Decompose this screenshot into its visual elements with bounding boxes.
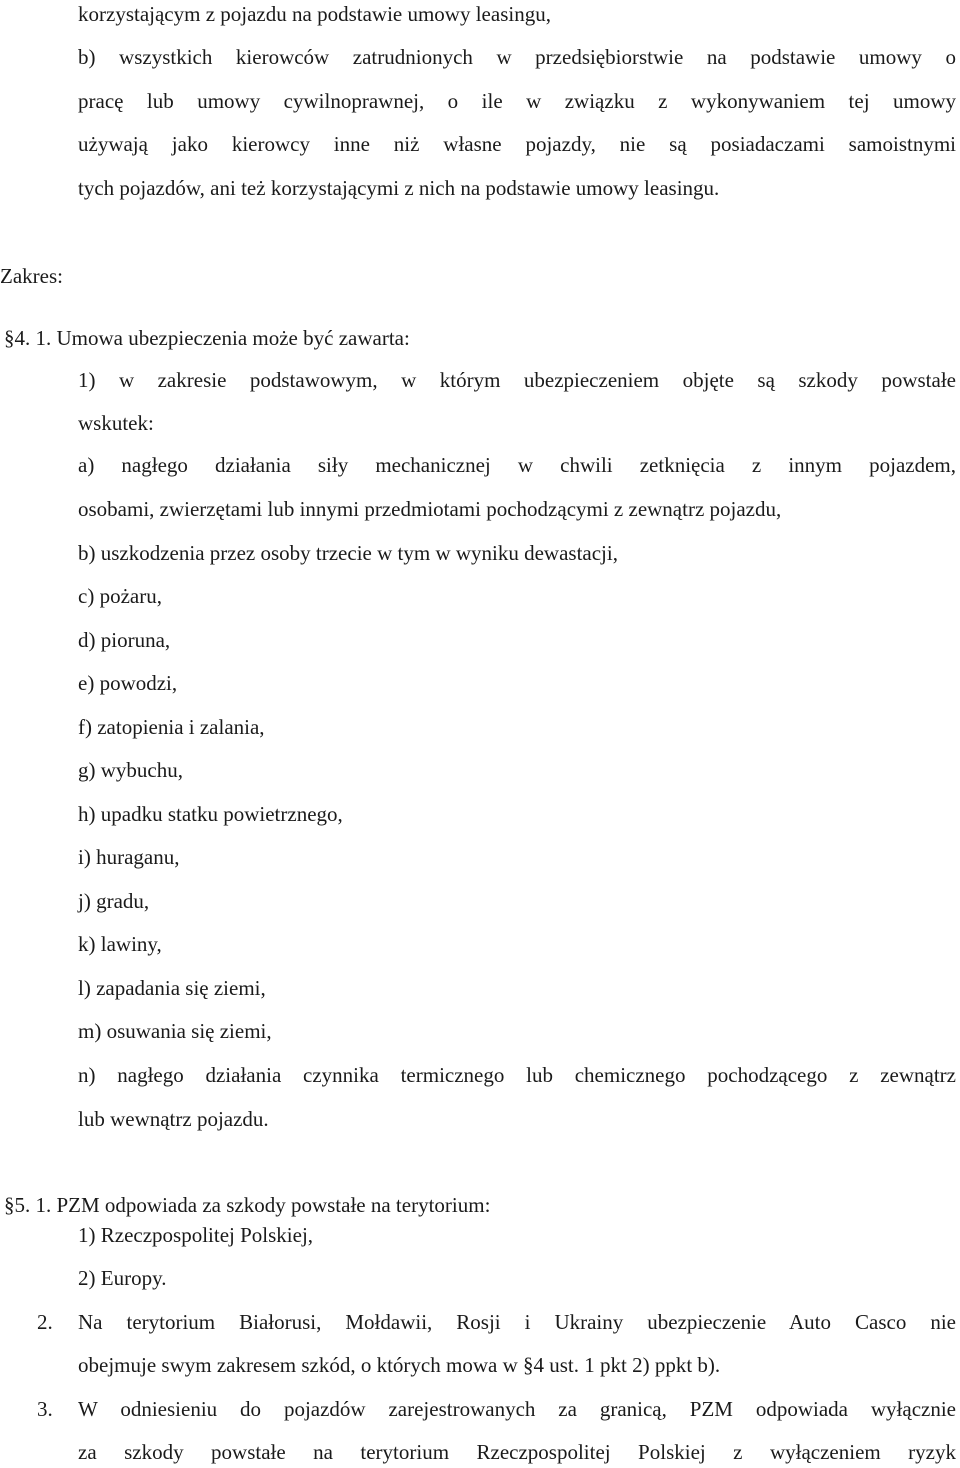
list-item: g) wybuchu, xyxy=(78,758,183,782)
paragraph-line: korzystającym z pojazdu na podstawie umowy leasingu, xyxy=(78,2,551,26)
point-2-line: obejmuje swym zakresem szkód, o których mowa w §4 ust. 1 pkt 2) ppkt b). xyxy=(78,1353,721,1377)
point-number: 2. xyxy=(37,1310,53,1334)
paragraph-line: tych pojazdów, ani też korzystającymi z nich na podstawie umowy leasingu. xyxy=(78,176,720,200)
list-item: l) zapadania się ziemi, xyxy=(78,976,266,1000)
list-item: i) huraganu, xyxy=(78,845,180,869)
section-4-heading: §4. 1. Umowa ubezpieczenia może być zawarta: xyxy=(4,326,410,350)
point-number: 3. xyxy=(37,1397,53,1421)
section-heading-zakres: Zakres: xyxy=(0,264,63,288)
section-4-intro-line: 1) w zakresie podstawowym, w którym ubezpieczeniem objęte są szkody powstałe xyxy=(78,368,956,392)
list-item: 1) Rzeczpospolitej Polskiej, xyxy=(78,1223,314,1247)
point-3-line: za szkody powstałe na terytorium Rzeczpospolitej Polskiej z wyłączeniem ryzyk xyxy=(78,1440,956,1464)
list-item: 2) Europy. xyxy=(78,1266,167,1290)
point-2-line: Na terytorium Białorusi, Mołdawii, Rosji i Ukrainy ubezpieczenie Auto Casco nie xyxy=(78,1310,956,1334)
list-item: d) pioruna, xyxy=(78,628,171,652)
list-item-continuation: lub wewnątrz pojazdu. xyxy=(78,1107,269,1131)
list-item: k) lawiny, xyxy=(78,932,162,956)
list-item: b) uszkodzenia przez osoby trzecie w tym w wyniku dewastacji, xyxy=(78,541,618,565)
paragraph-line: b) wszystkich kierowców zatrudnionych w przedsiębiorstwie na podstawie umowy o xyxy=(78,45,956,69)
list-item: e) powodzi, xyxy=(78,671,178,695)
list-item: h) upadku statku powietrznego, xyxy=(78,802,343,826)
list-item: c) pożaru, xyxy=(78,584,162,608)
paragraph-line: używają jako kierowcy inne niż własne pojazdy, nie są posiadaczami samoistnymi xyxy=(78,132,956,156)
list-item: m) osuwania się ziemi, xyxy=(78,1019,272,1043)
list-item: f) zatopienia i zalania, xyxy=(78,715,265,739)
list-item: j) gradu, xyxy=(78,889,150,913)
section-5-heading: §5. 1. PZM odpowiada za szkody powstałe na terytorium: xyxy=(4,1193,491,1217)
point-3-line: W odniesieniu do pojazdów zarejestrowanych za granicą, PZM odpowiada wyłącznie xyxy=(78,1397,956,1421)
list-item: n) nagłego działania czynnika termicznego lub chemicznego pochodzącego z zewnątrz xyxy=(78,1063,956,1087)
list-item-continuation: osobami, zwierzętami lub innymi przedmiotami pochodzącymi z zewnątrz pojazdu, xyxy=(78,497,782,521)
paragraph-line: pracę lub umowy cywilnoprawnej, o ile w związku z wykonywaniem tej umowy xyxy=(78,89,956,113)
section-4-intro-line: wskutek: xyxy=(78,411,154,435)
list-item: a) nagłego działania siły mechanicznej w chwili zetknięcia z innym pojazdem, xyxy=(78,453,956,477)
